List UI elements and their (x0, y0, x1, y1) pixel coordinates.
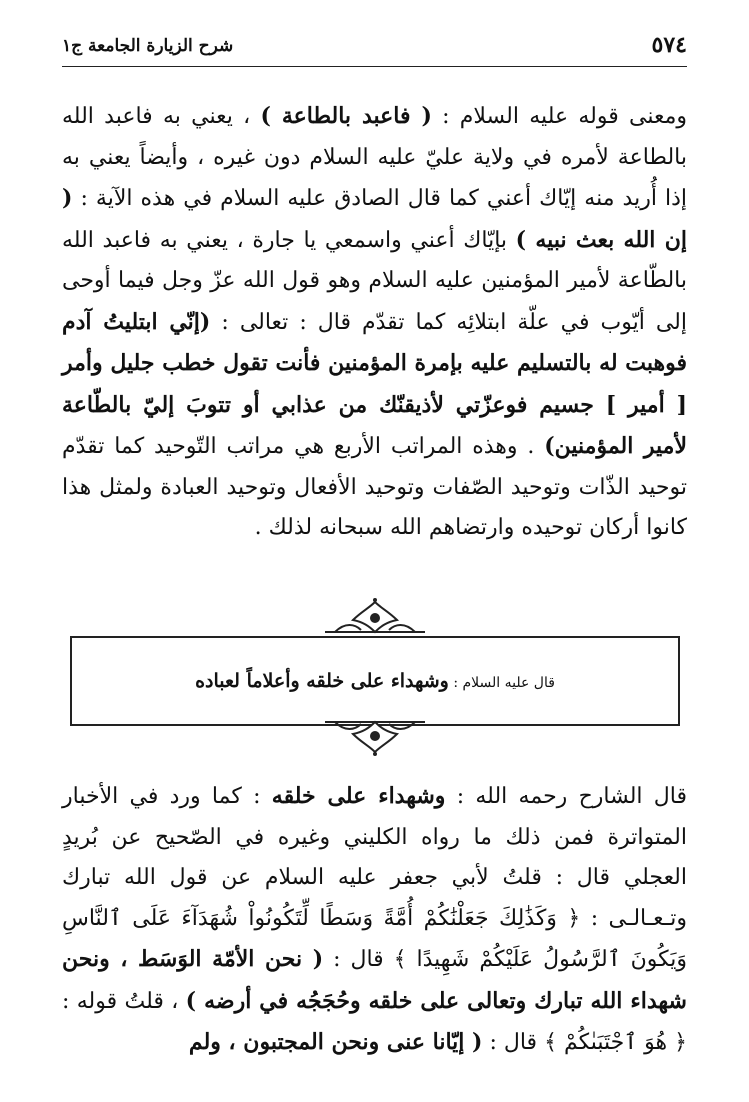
text-segment: بإيّاك أعني واسمعي يا جارة ، يعني به فاعبد الله بالطّاعة لأمير المؤمنين عليه السلام وهو قول الله عزّ وجل فيما أوحى إلى أيّوب في علّة ابتلائِه كما تقدّم قال : تعالى : (62, 227, 687, 335)
quoted-hadith: ( نحن الأمّة الوَسَط ، ونحن شهداء الله تبارك وتعالى على خلقه وحُجَجُه في أرضه ) (62, 946, 687, 1014)
text-segment: ، يعني به فاعبد الله بالطاعة لأمره في ولاية عليّ عليه السلام دون غيره ، وأيضاً يعني به إذا أُريد منه إيّاك أعني كما قال الصادق عليه السلام في هذه الآية : (62, 104, 687, 211)
text-segment: قال : (482, 1030, 545, 1055)
text-segment: ومعنى قوله عليه السلام : (431, 104, 688, 129)
ornament-top-icon (325, 598, 425, 638)
text-segment: . وهذه المراتب الأربع هي مراتب التّوحيد كما تقدّم توحيد الذّات وتوحيد الصّفات وتوحيد الأفعال وتوحيد العبادة ولمثل هذا كانوا أركان توحيده وارتضاهم الله سبحانه لذلك . (62, 434, 687, 540)
quran-verse: ﴿ وَكَذَٰلِكَ جَعَلْنَٰكُمْ أُمَّةً وَسَطًا لِّتَكُونُواْ شُهَدَآءَ عَلَى ٱلنَّاسِ وَيَكُونَ ٱلرَّسُولُ عَلَيْكُمْ شَهِيدًا ﴾ (62, 905, 688, 972)
quoted-phrase: ( إن الله بعث نبيه ) (62, 185, 687, 253)
text-segment: ، قلتُ قوله : (62, 988, 186, 1014)
section-heading-lead: قال عليه السلام : (448, 675, 555, 691)
text-segment: : كما ورد في الأخبار المتواترة فمن ذلك ما رواه الكليني وغيره في الصّحيح عن بُريدٍ العجلي قال : قلتُ لأبي جعفر عليه السلام عن قول الله تبارك وتـعـالـى : (62, 784, 687, 931)
quoted-phrase: وشهداء على خلقه (271, 783, 446, 809)
paragraph-2 (62, 776, 687, 1064)
text-segment: قال : (323, 947, 394, 972)
section-heading-block (70, 598, 680, 758)
quoted-phrase: ( فاعبد بالطاعة ) (260, 103, 432, 129)
paragraph-1 (62, 96, 687, 549)
running-title: شرح الزيارة الجامعة ج١ (62, 36, 234, 56)
page-header (62, 28, 687, 67)
section-heading-box (70, 636, 680, 726)
text-segment: قال الشارح رحمه الله : (445, 784, 688, 809)
quoted-hadith: ( إيّانا عنى ونحن المجتبون ، ولم (188, 1029, 483, 1055)
page-number: ٥٧٤ (651, 32, 687, 58)
quoted-hadith: (إنّي ابتليتُ آدم فوهبت له بالتسليم عليه بإمرة المؤمنين فأنت تقول خطب جليل وأمر [ أمير ] جسيم فوعزّتي لأذيقنّك من عذابي أو تتوبَ إليّ بالطّاعة لأمير المؤمنين) (62, 308, 687, 459)
section-heading (195, 670, 555, 692)
quran-verse: ﴿ هُوَ ٱجْتَبَىٰكُمْ ﴾ (544, 1030, 687, 1055)
ornament-bottom-icon (325, 716, 425, 756)
section-heading-title: وشهداء على خلقه وأعلاماً لعباده (195, 670, 449, 692)
